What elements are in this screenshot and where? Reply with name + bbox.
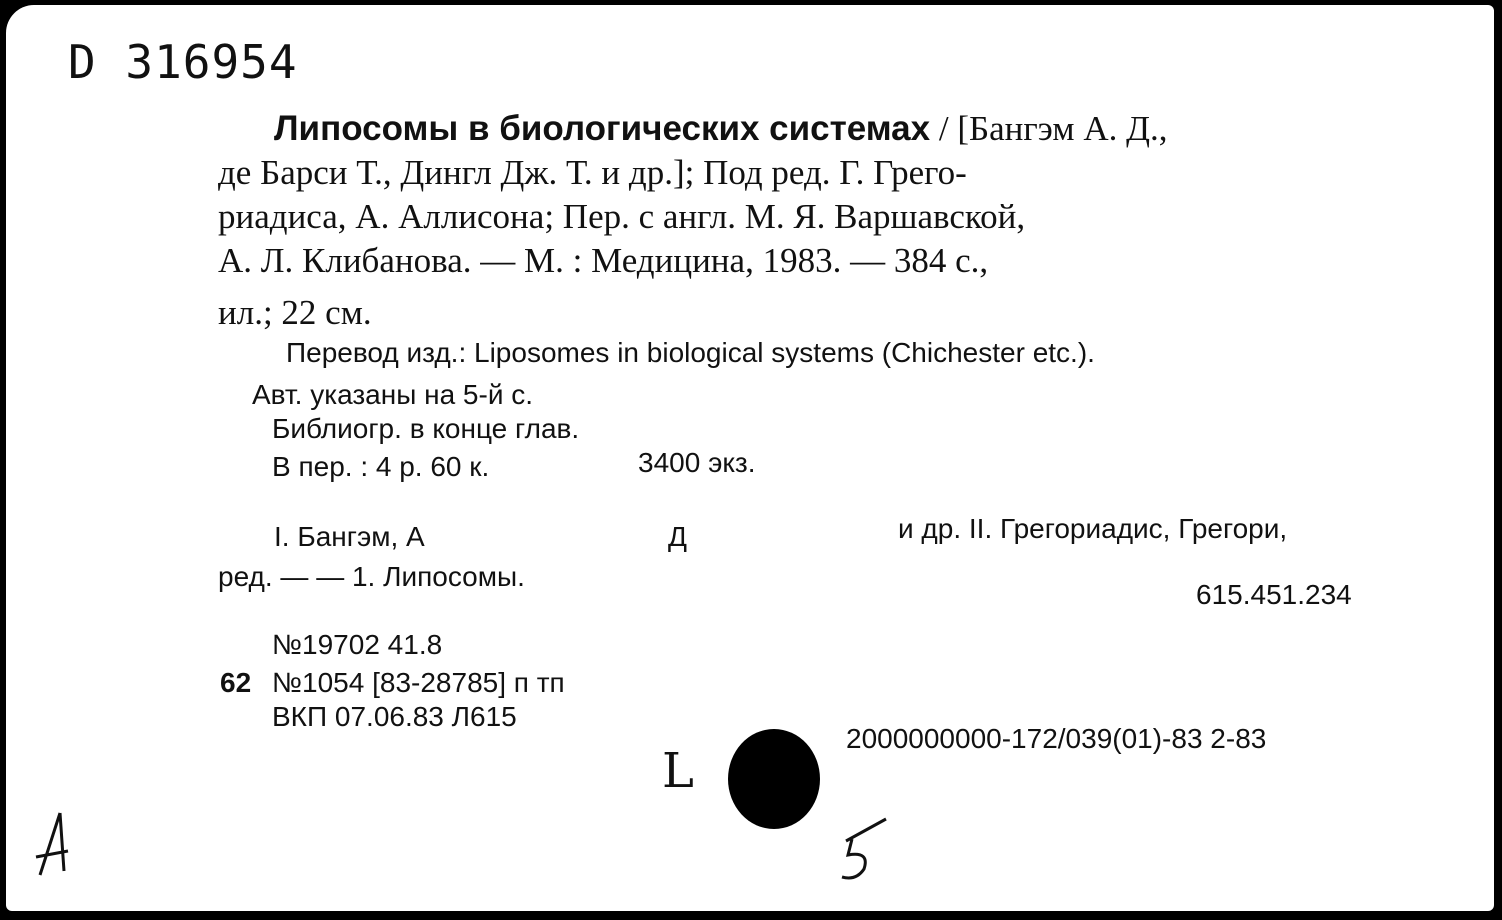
tracing-bangham: I. Бангэм, А bbox=[274, 521, 425, 552]
description-line-3: риадиса, А. Аллисона; Пер. с англ. М. Я. Варшавской, bbox=[218, 197, 1026, 236]
price-note: В пер. : 4 р. 60 к. bbox=[272, 451, 490, 482]
description-line-2: де Барси Т., Дингл Дж. Т. и др.]; Под ред. Г. Грего- bbox=[218, 153, 967, 192]
authors-start: / [Бангэм А. Д., bbox=[930, 109, 1168, 148]
handwritten-mark-5 bbox=[830, 811, 900, 891]
punched-hole bbox=[728, 729, 820, 829]
print-run: 3400 экз. bbox=[638, 447, 756, 478]
catalog-line-3: ВКП 07.06.83 Л615 bbox=[272, 701, 517, 732]
tracing-gregoriadis: и др. II. Грегориадис, Грегори, bbox=[898, 513, 1288, 544]
call-number: D 316954 bbox=[68, 35, 298, 89]
catalog-line-2: №1054 [83-28785] п тп bbox=[272, 667, 565, 698]
udc-code: 615.451.234 bbox=[1196, 579, 1352, 610]
stamp-letter: L bbox=[662, 743, 694, 799]
catalog-number-62: 62 bbox=[220, 667, 252, 698]
description-line-4: А. Л. Клибанова. — М. : Медицина, 1983. — 384 с., bbox=[218, 241, 989, 280]
tracing-subject: ред. — — 1. Липосомы. bbox=[218, 561, 525, 592]
handwritten-mark-left bbox=[30, 805, 90, 885]
book-title: Липосомы в биологических системах bbox=[274, 109, 931, 148]
bibliography-note: Библиогр. в конце глав. bbox=[272, 413, 580, 444]
description-line-5: ил.; 22 см. bbox=[218, 293, 372, 332]
translation-note: Перевод изд.: Liposomes in biological systems (Chichester etc.). bbox=[286, 337, 1095, 368]
publisher-code: 2000000000-172/039(01)-83 2-83 bbox=[846, 723, 1267, 754]
authors-note: Авт. указаны на 5-й с. bbox=[252, 379, 534, 410]
tracing-initial-d: Д bbox=[668, 521, 687, 552]
catalog-line-1: №19702 41.8 bbox=[272, 629, 443, 660]
title-line-1 bbox=[274, 109, 1168, 149]
catalog-card bbox=[6, 5, 1494, 911]
